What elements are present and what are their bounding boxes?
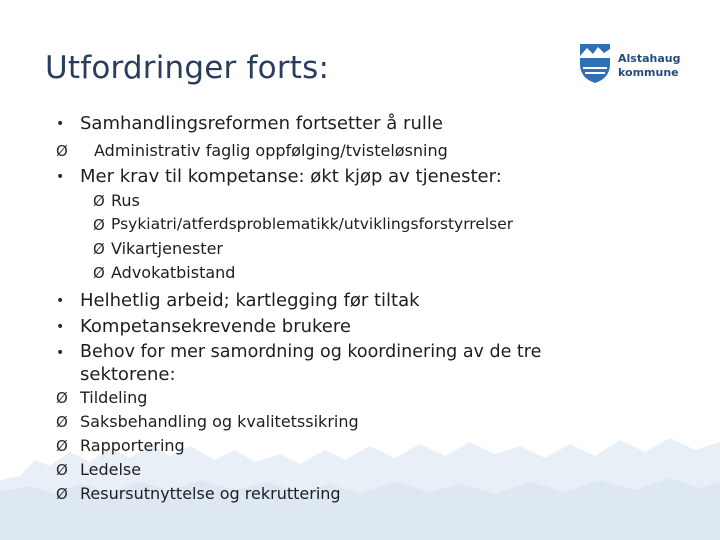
bullet-text: Mer krav til kompetanse: økt kjøp av tjenester:	[80, 166, 502, 187]
arrow-marker: Ø	[56, 437, 68, 455]
bullet-text: sektorene:	[80, 364, 176, 385]
arrow-marker: Ø	[56, 485, 68, 503]
arrow-marker: Ø	[93, 216, 105, 234]
arrow-marker: Ø	[93, 264, 105, 282]
arrow-text: Rapportering	[80, 436, 185, 455]
arrow-marker: Ø	[56, 142, 68, 160]
bullet-marker: •	[56, 169, 65, 185]
bullet-text: Kompetansekrevende brukere	[80, 316, 351, 337]
arrow-marker: Ø	[56, 389, 68, 407]
logo-name-line2: kommune	[618, 66, 679, 79]
bullet-text: Helhetlig arbeid; kartlegging før tiltak	[80, 290, 420, 311]
arrow-text: Ledelse	[80, 460, 142, 479]
bullet-marker: •	[56, 319, 65, 335]
bullet-marker: •	[56, 293, 65, 309]
municipality-logo	[578, 42, 688, 86]
arrow-marker: Ø	[56, 413, 68, 431]
arrow-text: Saksbehandling og kvalitetssikring	[80, 412, 359, 431]
bullet-marker: •	[56, 345, 65, 361]
arrow-marker: Ø	[93, 192, 105, 210]
arrow-marker: Ø	[56, 461, 68, 479]
arrow-marker: Ø	[93, 240, 105, 258]
subbullet-text: Vikartjenester	[111, 239, 223, 258]
bullet-marker: •	[56, 116, 65, 132]
bullet-text: Administrativ faglig oppfølging/tvisteløsning	[94, 141, 448, 160]
slide-title: Utfordringer forts:	[45, 50, 330, 86]
arrow-text: Resursutnyttelse og rekruttering	[80, 484, 341, 503]
coat-of-arms-icon	[578, 42, 612, 84]
bullet-text: Samhandlingsreformen fortsetter å rulle	[80, 113, 443, 134]
subbullet-text: Rus	[111, 191, 140, 210]
bullet-text: Behov for mer samordning og koordinering av de tre	[80, 342, 542, 362]
subbullet-text: Psykiatri/atferdsproblematikk/utviklingsforstyrrelser	[111, 215, 514, 233]
subbullet-text: Advokatbistand	[111, 263, 236, 282]
logo-name-line1: Alstahaug	[618, 52, 681, 65]
arrow-text: Tildeling	[80, 388, 148, 407]
